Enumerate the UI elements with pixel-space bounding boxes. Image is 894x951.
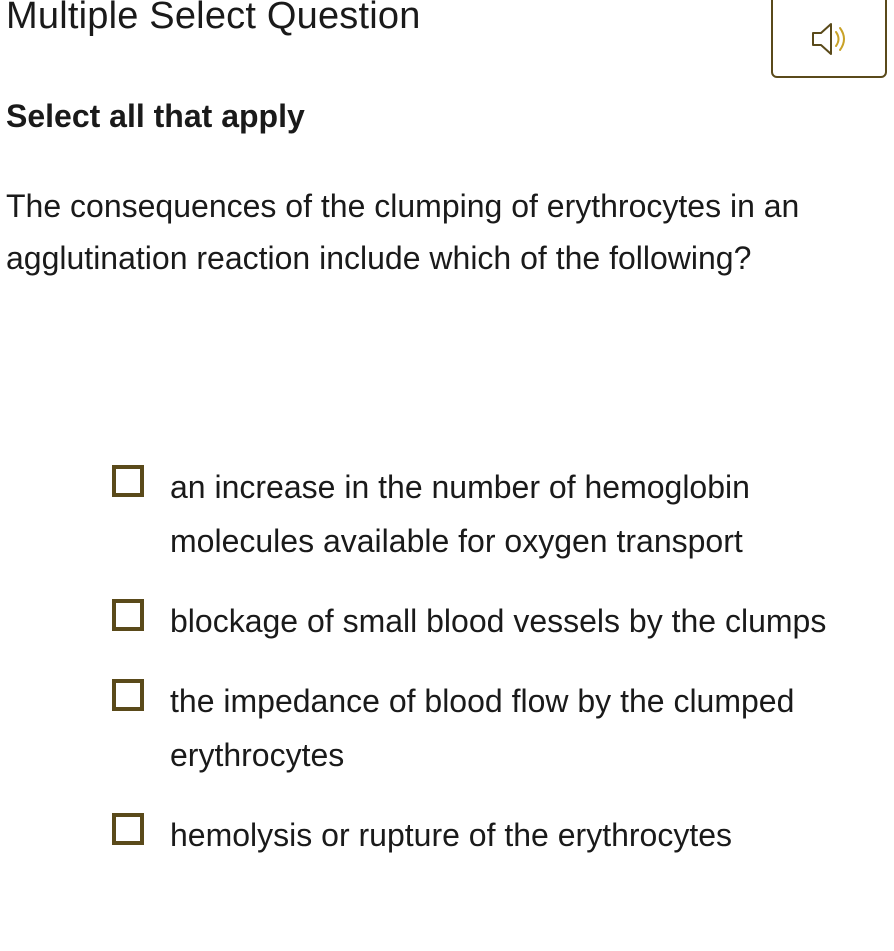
answer-options bbox=[112, 470, 872, 862]
answer-option-label: an increase in the number of hemoglobin molecules available for oxygen transport bbox=[170, 469, 750, 559]
answer-option-2[interactable] bbox=[112, 594, 872, 648]
checkbox[interactable] bbox=[112, 679, 144, 711]
instruction-text: Select all that apply bbox=[6, 98, 305, 134]
answer-option-label: hemolysis or rupture of the erythrocytes bbox=[170, 817, 733, 853]
answer-option-label: the impedance of blood flow by the clumped erythrocytes bbox=[170, 683, 795, 773]
answer-option-1[interactable] bbox=[112, 460, 872, 568]
question-prompt: The consequences of the clumping of erythrocytes in an agglutination reaction include which of the following? bbox=[6, 188, 800, 276]
checkbox[interactable] bbox=[112, 813, 144, 845]
read-aloud-button[interactable] bbox=[771, 0, 887, 78]
question-type-title: Multiple Select Question bbox=[6, 0, 421, 37]
speaker-icon bbox=[807, 17, 851, 61]
checkbox[interactable] bbox=[112, 599, 144, 631]
answer-option-3[interactable] bbox=[112, 674, 872, 782]
answer-option-4[interactable] bbox=[112, 808, 872, 862]
answer-option-label: blockage of small blood vessels by the clumps bbox=[170, 603, 827, 639]
checkbox[interactable] bbox=[112, 465, 144, 497]
